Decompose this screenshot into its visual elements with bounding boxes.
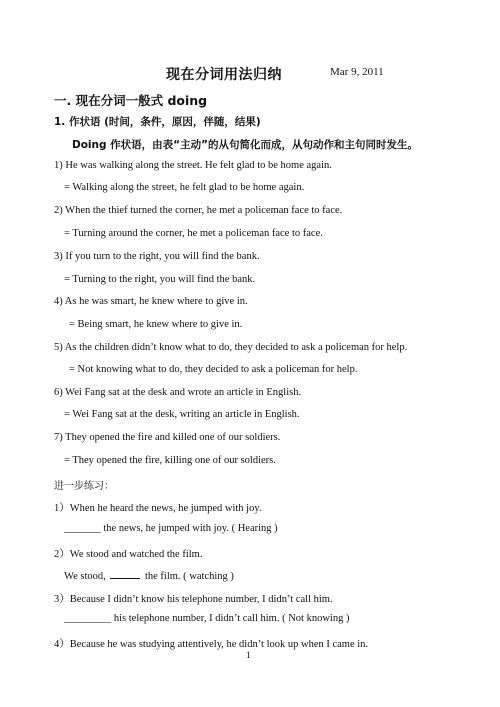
section-heading: 一. 现在分词一般式 doing (54, 93, 208, 108)
example-sentence: 3) If you turn to the right, you will find the bank. (54, 251, 260, 262)
exercise-answer (64, 568, 234, 582)
practice-heading: 进一步练习： (54, 481, 114, 492)
rewritten-sentence: = Not knowing what to do, they decided to ask a policeman for help. (69, 364, 358, 375)
rewritten-sentence: = Turning to the right, you will find the bank. (64, 274, 256, 285)
example-sentence: 6) Wei Fang sat at the desk and wrote an article in English. (54, 387, 302, 398)
rule-description: Doing 作状语，由表“主动”的从句简化而成，从句动作和主句同时发生。 (72, 139, 418, 151)
page-title: 现在分词用法归纳 (166, 67, 282, 83)
exercise-answer: _______ the news, he jumped with joy. ( Hearing ) (64, 523, 278, 534)
example-sentence: 7) They opened the fire and killed one of our soldiers. (54, 432, 281, 443)
example-sentence: 2) When the thief turned the corner, he met a policeman face to face. (54, 205, 343, 216)
fill-in-blank (110, 568, 140, 579)
exercise-sentence: 3）Because I didn’t know his telephone number, I didn’t call him. (54, 594, 333, 605)
sub-heading: 1. 作状语 (时间，条件，原因，伴随，结果) (54, 116, 261, 128)
exercise-answer-suffix: the film. ( watching ) (144, 571, 234, 582)
page-number: 1 (246, 651, 251, 661)
rewritten-sentence: = They opened the fire, killing one of our soldiers. (64, 455, 276, 466)
rewritten-sentence: = Walking along the street, he felt glad to be home again. (64, 182, 305, 193)
title-row (0, 64, 500, 82)
exercise-sentence: 4）Because he was studying attentively, he didn’t look up when I came in. (54, 639, 369, 650)
exercise-answer: _________ his telephone number, I didn’t call him. ( Not knowing ) (64, 613, 350, 624)
exercise-sentence: 2）We stood and watched the film. (54, 549, 203, 560)
example-sentence: 4) As he was smart, he knew where to give in. (54, 296, 248, 307)
example-sentence: 5) As the children didn’t know what to do, they decided to ask a policeman for help. (54, 342, 408, 353)
example-sentence: 1) He was walking along the street. He felt glad to be home again. (54, 160, 332, 171)
exercise-answer-prefix: We stood, (64, 571, 106, 582)
document-date: Mar 9, 2011 (330, 66, 384, 78)
rewritten-sentence: = Being smart, he knew where to give in. (69, 319, 243, 330)
exercise-sentence: 1）When he heard the news, he jumped with joy. (54, 503, 262, 514)
rewritten-sentence: = Wei Fang sat at the desk, writing an article in English. (64, 409, 300, 420)
rewritten-sentence: = Turning around the corner, he met a policeman face to face. (64, 228, 323, 239)
